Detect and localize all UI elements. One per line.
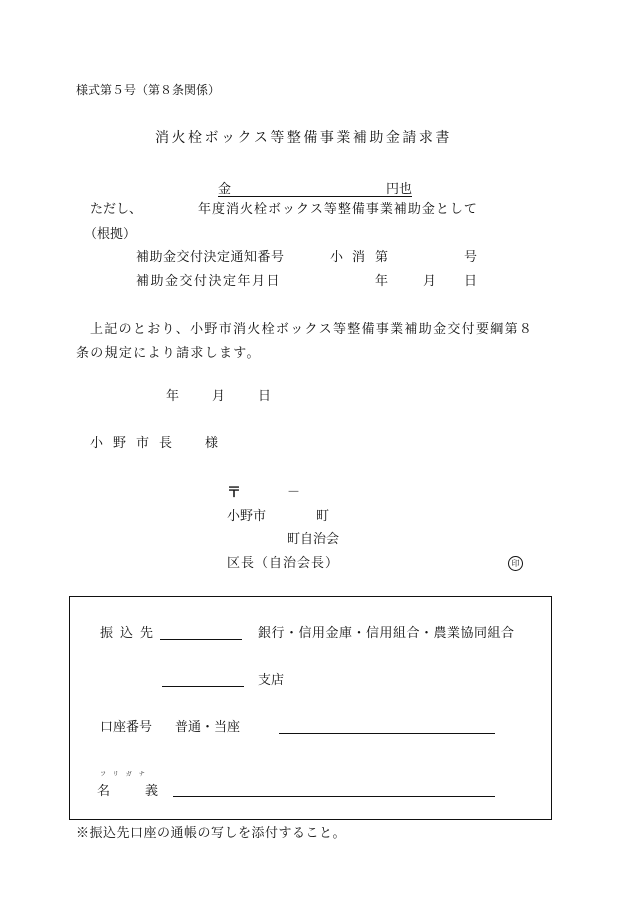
addressee-name: 小野市長 — [90, 436, 183, 451]
postal-mark: 〒 — [227, 485, 241, 501]
applicant-association: 町自治会 — [287, 532, 340, 547]
request-date-day: 日 — [258, 389, 272, 404]
bank-name-line[interactable] — [160, 639, 242, 640]
decision-number-part3: 第 — [375, 250, 389, 265]
amount-field[interactable] — [218, 178, 412, 197]
account-number-line[interactable] — [279, 733, 495, 734]
statement-line-1: 上記のとおり、小野市消火栓ボックス等整備事業補助金交付要綱第８ — [90, 322, 534, 337]
document-title: 消火栓ボックス等整備事業補助金請求書 — [155, 130, 452, 146]
branch-name-line[interactable] — [162, 686, 244, 687]
request-date-year: 年 — [166, 389, 180, 404]
request-date-month: 月 — [212, 389, 226, 404]
seal-mark: 印 — [508, 556, 523, 571]
applicant-city: 小野市 — [227, 509, 267, 524]
decision-number-label: 補助金交付決定通知番号 — [136, 250, 285, 265]
decision-date-year: 年 — [375, 274, 389, 289]
account-number-label: 口座番号 — [100, 720, 153, 735]
basis-label: （根拠） — [84, 227, 137, 242]
postal-dash: － — [287, 485, 301, 500]
decision-date-month: 月 — [423, 274, 437, 289]
decision-date-label: 補助金交付決定年月日 — [136, 274, 282, 289]
institution-types: 銀行・信用金庫・信用組合・農業協同組合 — [258, 626, 515, 641]
decision-number-part1: 小 — [330, 250, 344, 265]
decision-number-suffix: 号 — [464, 250, 478, 265]
addressee-honorific: 様 — [205, 436, 219, 451]
applicant-leader-label: 区長（自治会長） — [227, 556, 340, 571]
account-type: 普通・当座 — [175, 720, 241, 735]
attachment-note: ※振込先口座の通帳の写しを添付すること。 — [76, 826, 347, 841]
proviso-purpose: 年度消火栓ボックス等整備事業補助金として — [198, 202, 478, 217]
amount-unit: 円也 — [385, 182, 412, 197]
branch-label: 支店 — [258, 673, 285, 688]
form-number: 様式第５号（第８条関係） — [76, 83, 221, 97]
transfer-label: 振込先 — [100, 626, 161, 641]
furigana-label: フリガナ — [100, 771, 152, 778]
account-name-label-1: 名 — [97, 784, 111, 799]
account-name-line[interactable] — [173, 796, 495, 797]
decision-number-part2: 消 — [352, 250, 366, 265]
account-name-label-2: 義 — [145, 784, 159, 799]
proviso-prefix: ただし、 — [90, 202, 143, 217]
amount-label: 金 — [218, 182, 232, 197]
decision-date-day: 日 — [464, 274, 478, 289]
applicant-town: 町 — [316, 509, 330, 524]
statement-line-2: 条の規定により請求します。 — [76, 346, 261, 361]
